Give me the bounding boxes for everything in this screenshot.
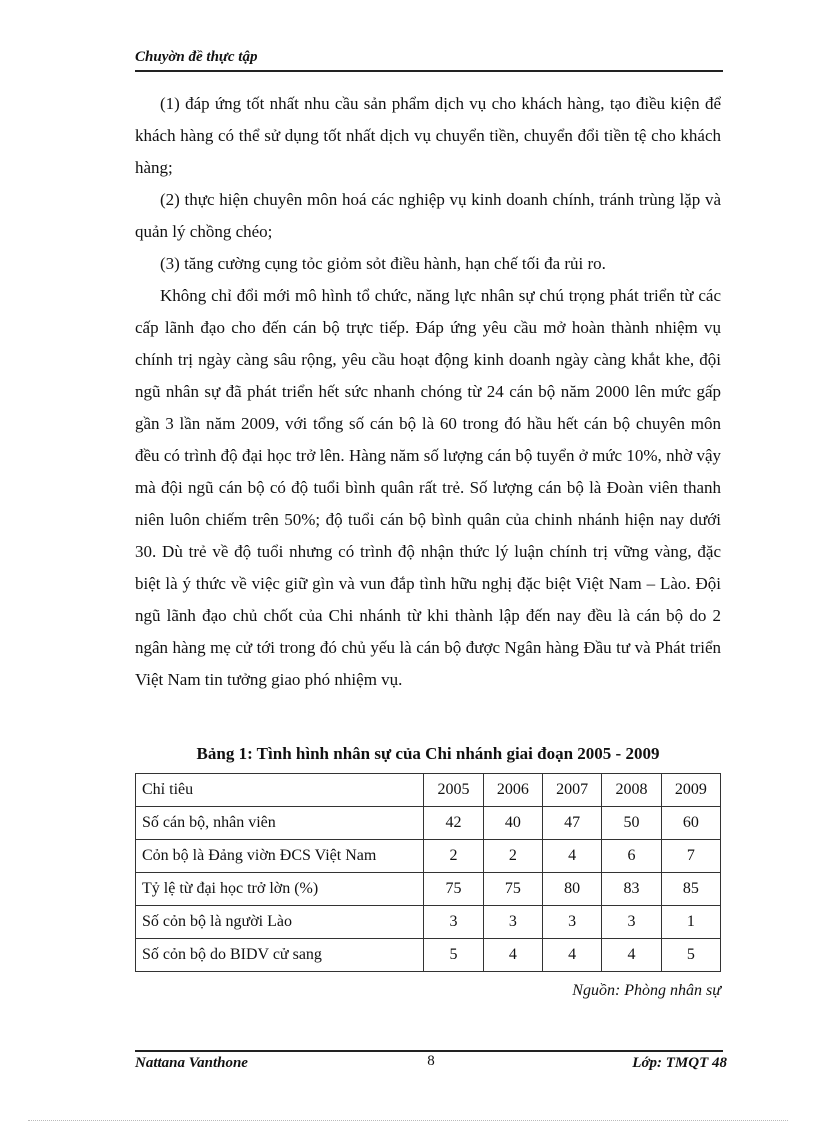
table-row — [136, 807, 721, 840]
table-cell: 3 — [602, 906, 661, 939]
table-row — [136, 939, 721, 972]
header-cell: 2008 — [602, 774, 661, 807]
page-header — [135, 48, 723, 72]
table-cell: 4 — [542, 840, 601, 873]
row-label: Cỏn bộ là Đảng viờn ĐCS Việt Nam — [136, 840, 424, 873]
footer-divider — [135, 1050, 723, 1052]
header-cell: Chỉ tiêu — [136, 774, 424, 807]
row-label: Số cán bộ, nhân viên — [136, 807, 424, 840]
header-cell: 2006 — [483, 774, 542, 807]
table-cell: 42 — [424, 807, 483, 840]
table-cell: 5 — [661, 939, 720, 972]
table-row — [136, 906, 721, 939]
row-label: Số cỏn bộ là người Lào — [136, 906, 424, 939]
table-cell: 4 — [483, 939, 542, 972]
header-cell: 2009 — [661, 774, 720, 807]
table-caption: Bảng 1: Tình hình nhân sự của Chi nhánh giai đoạn 2005 - 2009 — [196, 744, 660, 763]
paragraph-3: (3) tăng cường cụng tỏc giỏm sỏt điều hành, hạn chế tối đa rủi ro. — [160, 254, 606, 273]
header-cell: 2007 — [542, 774, 601, 807]
table-cell: 3 — [483, 906, 542, 939]
table-cell: 75 — [483, 873, 542, 906]
table-cell: 80 — [542, 873, 601, 906]
page-bottom-divider — [28, 1120, 788, 1121]
table-cell: 2 — [483, 840, 542, 873]
footer-author: Nattana Vanthone — [135, 1055, 248, 1071]
paragraph-2: (2) thực hiện chuyên môn hoá các nghiệp vụ kinh doanh chính, tránh trùng lặp và quản lý chồng chéo; — [135, 190, 721, 241]
row-label: Tỷ lệ từ đại học trở lờn (%) — [136, 873, 424, 906]
table-row — [136, 840, 721, 873]
table-cell: 50 — [602, 807, 661, 840]
row-label: Số cỏn bộ do BIDV cử sang — [136, 939, 424, 972]
table-cell: 40 — [483, 807, 542, 840]
table-cell: 5 — [424, 939, 483, 972]
paragraph-4: Không chỉ đổi mới mô hình tổ chức, năng lực nhân sự chú trọng phát triển từ các cấp lãnh đạo cho đến cán bộ trực tiếp. Đáp ứng yêu cầu mở hoàn thành nhiệm vụ chính trị ngày càng sâu rộng, yêu cầu hoạt động kinh doanh ngày càng khắt khe, đội ngũ nhân sự đã phát triển hết sức nhanh chóng từ 24 cán bộ năm 2000 lên mức gấp gần 3 lần năm 2009, với tổng số cán bộ là 60 trong đó hầu hết cán bộ chuyên môn đều có trình độ đại học trở lên. Hàng năm số lượng cán bộ tuyển ở mức 10%, nhờ vậy mà đội ngũ cán bộ có độ tuổi bình quân rất trẻ. Số lượng cán bộ là Đoàn viên thanh niên luôn chiếm trên 50%; độ tuổi cán bộ bình quân của chinh nhánh hiện nay dưới 30. Dù trẻ về độ tuổi nhưng có trình độ nhận thức lý luận chính trị vững vàng, đặc biệt là ý thức về việc giữ gìn và vun đắp tình hữu nghị đặc biệt Việt Nam – Lào. Đội ngũ lãnh đạo chủ chốt của Chi nhánh từ khi thành lập đến nay đều là cán bộ do 2 ngân hàng mẹ cử tới trong đó chủ yếu là cán bộ được Ngân hàng Đầu tư và Phát triển Việt Nam tin tưởng giao phó nhiệm vụ. — [135, 286, 721, 689]
table-cell: 85 — [661, 873, 720, 906]
body-text — [135, 88, 721, 696]
table-cell: 6 — [602, 840, 661, 873]
staff-table — [135, 773, 721, 972]
table-cell: 83 — [602, 873, 661, 906]
header-cell: 2005 — [424, 774, 483, 807]
table-cell: 7 — [661, 840, 720, 873]
table-cell: 2 — [424, 840, 483, 873]
table-source: Nguồn: Phòng nhân sự — [572, 982, 721, 999]
table-cell: 4 — [602, 939, 661, 972]
table-cell: 1 — [661, 906, 720, 939]
footer-class: Lớp: TMQT 48 — [632, 1055, 727, 1071]
table-cell: 4 — [542, 939, 601, 972]
table-row — [136, 873, 721, 906]
table-cell: 60 — [661, 807, 720, 840]
table-header-row — [136, 774, 721, 807]
table-cell: 3 — [424, 906, 483, 939]
paragraph-1: (1) đáp ứng tốt nhất nhu cầu sản phẩm dịch vụ cho khách hàng, tạo điều kiện để khách hàng có thể sử dụng tốt nhất dịch vụ chuyển tiền, chuyển đổi tiền tệ cho khách hàng; — [135, 94, 721, 177]
page-number: 8 — [427, 1053, 435, 1069]
table-cell: 75 — [424, 873, 483, 906]
table-cell: 47 — [542, 807, 601, 840]
header-title: Chuyờn đề thực tập — [135, 49, 258, 65]
table-cell: 3 — [542, 906, 601, 939]
